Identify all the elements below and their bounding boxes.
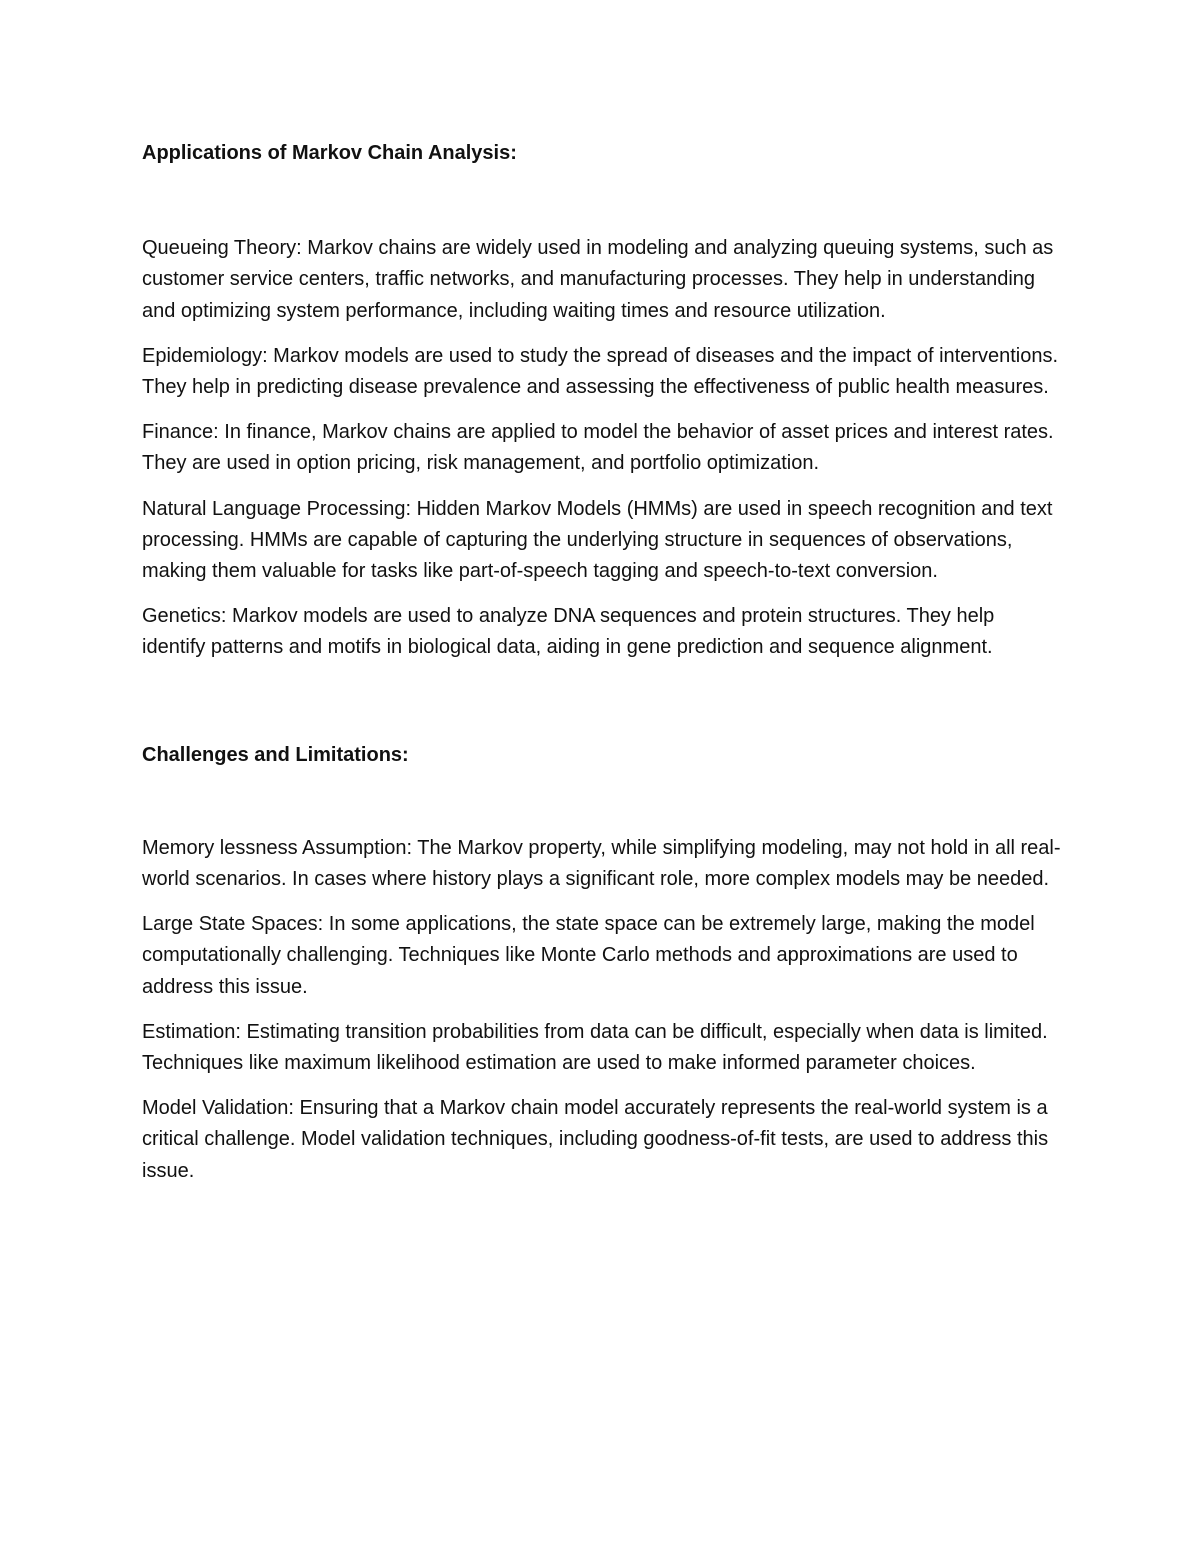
- paragraph-estimation: Estimation: Estimating transition probabilities from data can be difficult, especially when data is limited. Techniques like maximum likelihood estimation are used to make informed parameter choices.: [142, 1020, 1048, 1075]
- paragraph-genetics: Genetics: Markov models are used to analyze DNA sequences and protein structures. They help identify patterns and motifs in biological data, aiding in gene prediction and sequence alignment.: [142, 605, 995, 659]
- paragraph-memorylessness: Memory lessness Assumption: The Markov property, while simplifying modeling, may not hold in all real-world scenarios. In cases where history plays a significant role, more complex models may be needed.: [142, 836, 1061, 891]
- paragraph-nlp: Natural Language Processing: Hidden Markov Models (HMMs) are used in speech recognition and text processing. HMMs are capable of capturing the underlying structure in sequences of observations, making them valuable for tasks like part-of-speech tagging and speech-to-text conversion.: [142, 497, 1053, 583]
- paragraph-epidemiology: Epidemiology: Markov models are used to study the spread of diseases and the impact of interventions. They help in predicting disease prevalence and assessing the effectiveness of public health measures.: [142, 344, 1059, 399]
- paragraph-finance: Finance: In finance, Markov chains are applied to model the behavior of asset prices and interest rates. They are used in option pricing, risk management, and portfolio optimization.: [142, 421, 1054, 475]
- document-body: [142, 138, 1062, 1201]
- paragraph-large-state-spaces: Large State Spaces: In some applications, the state space can be extremely large, making the model computationally challenging. Techniques like Monte Carlo methods and approximations are used to address this issue.: [142, 913, 1035, 998]
- spacer: [142, 678, 1062, 740]
- paragraph-model-validation: Model Validation: Ensuring that a Markov chain model accurately represents the real-world system is a critical challenge. Model validation techniques, including goodness-of-fit tests, are used to address this issue.: [142, 1097, 1049, 1182]
- paragraph-queueing-theory: Queueing Theory: Markov chains are widely used in modeling and analyzing queuing systems, such as customer service centers, traffic networks, and manufacturing processes. They help in understanding and optimizing system performance, including waiting times and resource utilization.: [142, 237, 1054, 322]
- spacer: [142, 771, 1062, 833]
- section-heading-applications: Applications of Markov Chain Analysis:: [142, 142, 517, 164]
- spacer: [142, 169, 1062, 233]
- section-heading-challenges: Challenges and Limitations:: [142, 743, 409, 766]
